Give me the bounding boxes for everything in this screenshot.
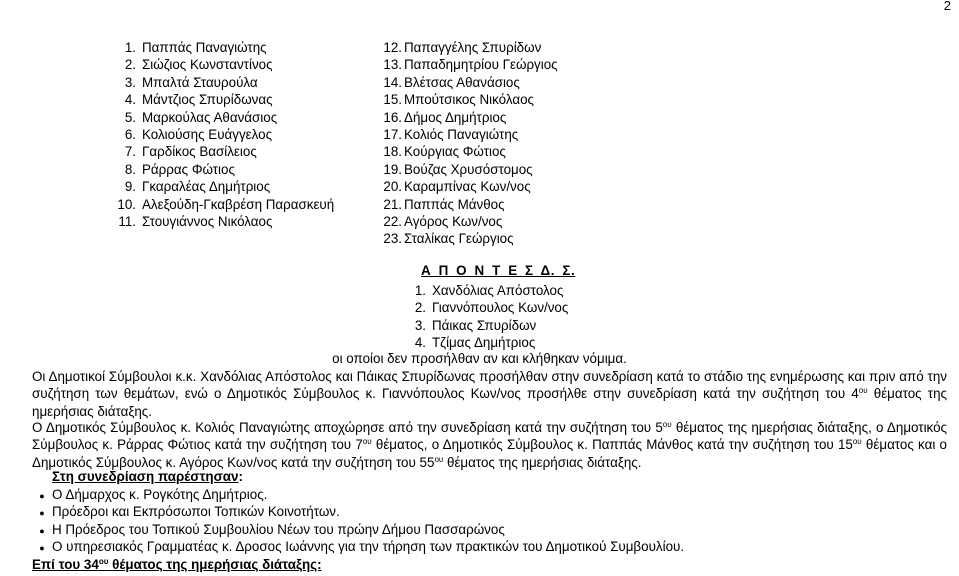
page-number: 2 [943, 0, 951, 13]
list-number: 10. [117, 196, 136, 212]
para2-text-d: θέματος και ο Δημοτικός Σύμβουλος κ. Αγόρος Κων/νος κατά την συζήτηση του 55 [32, 437, 947, 470]
list-number: 4. [414, 335, 426, 351]
member-name: Παπαδημητρίου Γεώργιος [404, 57, 558, 73]
present-member-item [108, 143, 334, 160]
member-name: Μπούτσικος Νικόλαος [404, 92, 534, 108]
present-member-item [108, 56, 334, 73]
bullet-icon: ● [39, 491, 45, 501]
present-member-item [364, 196, 558, 213]
present-member-item [108, 109, 334, 126]
list-number: 23. [383, 231, 402, 247]
agenda-title-sup: ου [98, 557, 109, 566]
present-member-item [364, 91, 558, 108]
present-member-item [108, 39, 334, 56]
para1-text-b: θέματος της ημερήσιας διάταξης. [32, 386, 947, 419]
para2-sup1: ου [662, 420, 672, 429]
member-name: Γαρδίκος Βασίλειος [142, 144, 257, 160]
present-member-item [364, 126, 558, 143]
list-number: 4. [124, 92, 136, 108]
list-number: 18. [383, 144, 402, 160]
member-name: Κούργιας Φώτιος [404, 144, 506, 160]
absent-member-item [400, 334, 568, 351]
list-number: 9. [124, 179, 136, 195]
member-name: Βούζας Χρυσόστομος [404, 161, 533, 177]
agenda-title-b: θέματος της ημερήσιας διάταξης: [108, 557, 322, 572]
present-members-list-2 [364, 39, 558, 248]
list-number: 8. [124, 161, 136, 177]
member-name: Παππάς Παναγιώτης [142, 40, 267, 55]
para2-text-e: θέματος της ημερήσιας διάταξης. [443, 454, 642, 470]
list-number: 14. [383, 74, 402, 90]
member-name: Κολιούσης Ευάγγελος [142, 126, 273, 142]
present-member-item [364, 143, 558, 160]
member-name: Πάικας Σπυρίδων [432, 317, 537, 333]
member-name: Μπαλτά Σταυρούλα [142, 74, 258, 90]
list-number: 21. [383, 196, 402, 212]
member-name: Τζίμας Δημήτριος [432, 335, 536, 351]
member-name: Καραμπίνας Κων/νος [404, 179, 531, 195]
list-number: 15. [383, 92, 402, 108]
para2-text-c: θέματος, ο Δημοτικός Σύμβουλος κ. Παππάς Μάνθος κατά την συζήτηση του 15 [371, 437, 853, 453]
member-name: Μάντζιος Σπυρίδωνας [142, 92, 273, 108]
present-member-item [364, 39, 558, 56]
list-number: 6. [124, 126, 136, 142]
para2-sup4: ου [434, 454, 444, 464]
member-name: Αγόρος Κων/νος [404, 213, 503, 229]
list-number: 19. [383, 161, 402, 177]
absent-title: Α Π Ο Ν Τ Ε Σ Δ. Σ. [421, 263, 576, 278]
list-number: 2. [414, 300, 426, 316]
bullet-icon: ● [39, 525, 45, 536]
attendee-item [32, 538, 684, 555]
member-name: Στουγιάννος Νικόλαος [142, 213, 273, 229]
list-number: 17. [383, 126, 402, 142]
attendee-text: Η Πρόεδρος του Τοπικού Συμβουλίου Νέων του πρώην Δήμου Πασσαρώνος [52, 521, 505, 537]
present-member-item [108, 178, 334, 195]
member-name: Σταλίκας Γεώργιος [404, 231, 514, 247]
attendee-item [32, 521, 684, 538]
list-number: 5. [124, 109, 136, 125]
session-attendance-title [52, 468, 243, 485]
list-number: 16. [383, 109, 402, 125]
member-name: Μαρκούλας Αθανάσιος [142, 109, 278, 125]
list-number: 20. [383, 179, 402, 195]
absent-member-item [400, 299, 568, 316]
member-name: Αλεξούδη-Γκαβρέση Παρασκευή [142, 196, 335, 212]
member-name: Δήμος Δημήτριος [404, 109, 507, 125]
session-title-text: Στη συνεδρίαση παρέστησαν [52, 469, 239, 484]
list-number: 12. [383, 40, 402, 55]
attendee-item [32, 486, 684, 503]
list-number: 2. [124, 57, 136, 73]
list-number: 11. [118, 213, 136, 229]
absent-member-item [400, 282, 568, 299]
attendee-text: Ο υπηρεσιακός Γραμματέας κ. Δροσος Ιωάννης για την τήρηση των πρακτικών του Δημοτικού Συμβουλίου. [52, 539, 685, 555]
list-number: 1. [124, 40, 136, 55]
paragraph-departures [32, 419, 947, 471]
absent-note: οι οποίοι δεν προσήλθαν αν και κλήθηκαν νόμιμα. [332, 351, 627, 366]
absent-members-list [400, 282, 568, 352]
attendee-text: Ο Δήμαρχος κ. Ρογκότης Δημήτριος. [52, 487, 268, 502]
present-member-item [364, 178, 558, 195]
present-member-item [364, 213, 558, 230]
para2-text-b: θέματος της ημερήσιας διάταξης, ο Δημοτικός Σύμβουλος κ. Ράρρας Φώτιος κατά την συζήτηση του 7 [32, 420, 947, 453]
present-member-item [108, 91, 334, 108]
para2-text-a: Ο Δημοτικός Σύμβουλος κ. Κολιός Παναγιώτης αποχώρησε από την συνεδρίαση κατά την συζήτηση του 5 [32, 420, 663, 435]
present-member-item [364, 230, 558, 247]
member-name: Βλέτσας Αθανάσιος [404, 74, 520, 90]
bullet-icon: ● [39, 543, 45, 554]
list-number: 22. [383, 213, 402, 229]
paragraph-late-arrivals [32, 368, 947, 420]
list-number: 7. [124, 144, 136, 160]
member-name: Ράρρας Φώτιος [142, 161, 235, 177]
member-name: Γκαραλέας Δημήτριος [142, 179, 271, 195]
present-member-item [364, 109, 558, 126]
member-name: Παπαγγέλης Σπυρίδων [404, 40, 542, 55]
list-number: 3. [124, 74, 136, 90]
present-member-item [364, 74, 558, 91]
absent-member-item [400, 317, 568, 334]
session-title-colon: : [238, 469, 243, 484]
para1-text-a: Οι Δημοτικοί Σύμβουλοι κ.κ. Χανδόλιας Απόστολος και Πάικας Σπυρίδωνας προσήλθαν στην συνεδρίαση κατά το στάδιο της ενημέρωσης και πριν από την συζήτηση των θεμάτων, ενώ ο Δημοτικός Σύμβουλος κ. Γιαννόπουλος Κων/νος προσήλθε στην συνεδρίαση κατά την συζήτηση του 4 [32, 369, 947, 402]
list-number: 1. [414, 283, 426, 298]
para2-sup3: ου [852, 437, 862, 447]
para2-sup2: ου [362, 437, 372, 447]
list-number: 13. [383, 57, 402, 73]
agenda-title-a: Επί του 34 [32, 557, 99, 572]
present-member-item [108, 213, 334, 230]
member-name: Χανδόλιας Απόστολος [432, 283, 564, 298]
present-member-item [108, 126, 334, 143]
attendee-text: Πρόεδροι και Εκπρόσωποι Τοπικών Κοινοτήτων. [52, 504, 340, 520]
member-name: Παππάς Μάνθος [404, 196, 505, 212]
agenda-item-title [32, 556, 322, 573]
present-member-item [108, 74, 334, 91]
present-member-item [364, 56, 558, 73]
member-name: Σιώζιος Κωνσταντίνος [142, 57, 273, 73]
attendees-list [32, 486, 684, 556]
present-members-list-1 [108, 39, 334, 230]
list-number: 3. [414, 317, 426, 333]
attendee-item [32, 503, 684, 520]
present-member-item [364, 161, 558, 178]
bullet-icon: ● [39, 508, 45, 519]
para1-sup: ου [858, 386, 868, 396]
member-name: Κολιός Παναγιώτης [404, 126, 519, 142]
present-member-item [108, 161, 334, 178]
member-name: Γιαννόπουλος Κων/νος [432, 300, 569, 316]
present-member-item [108, 196, 334, 213]
